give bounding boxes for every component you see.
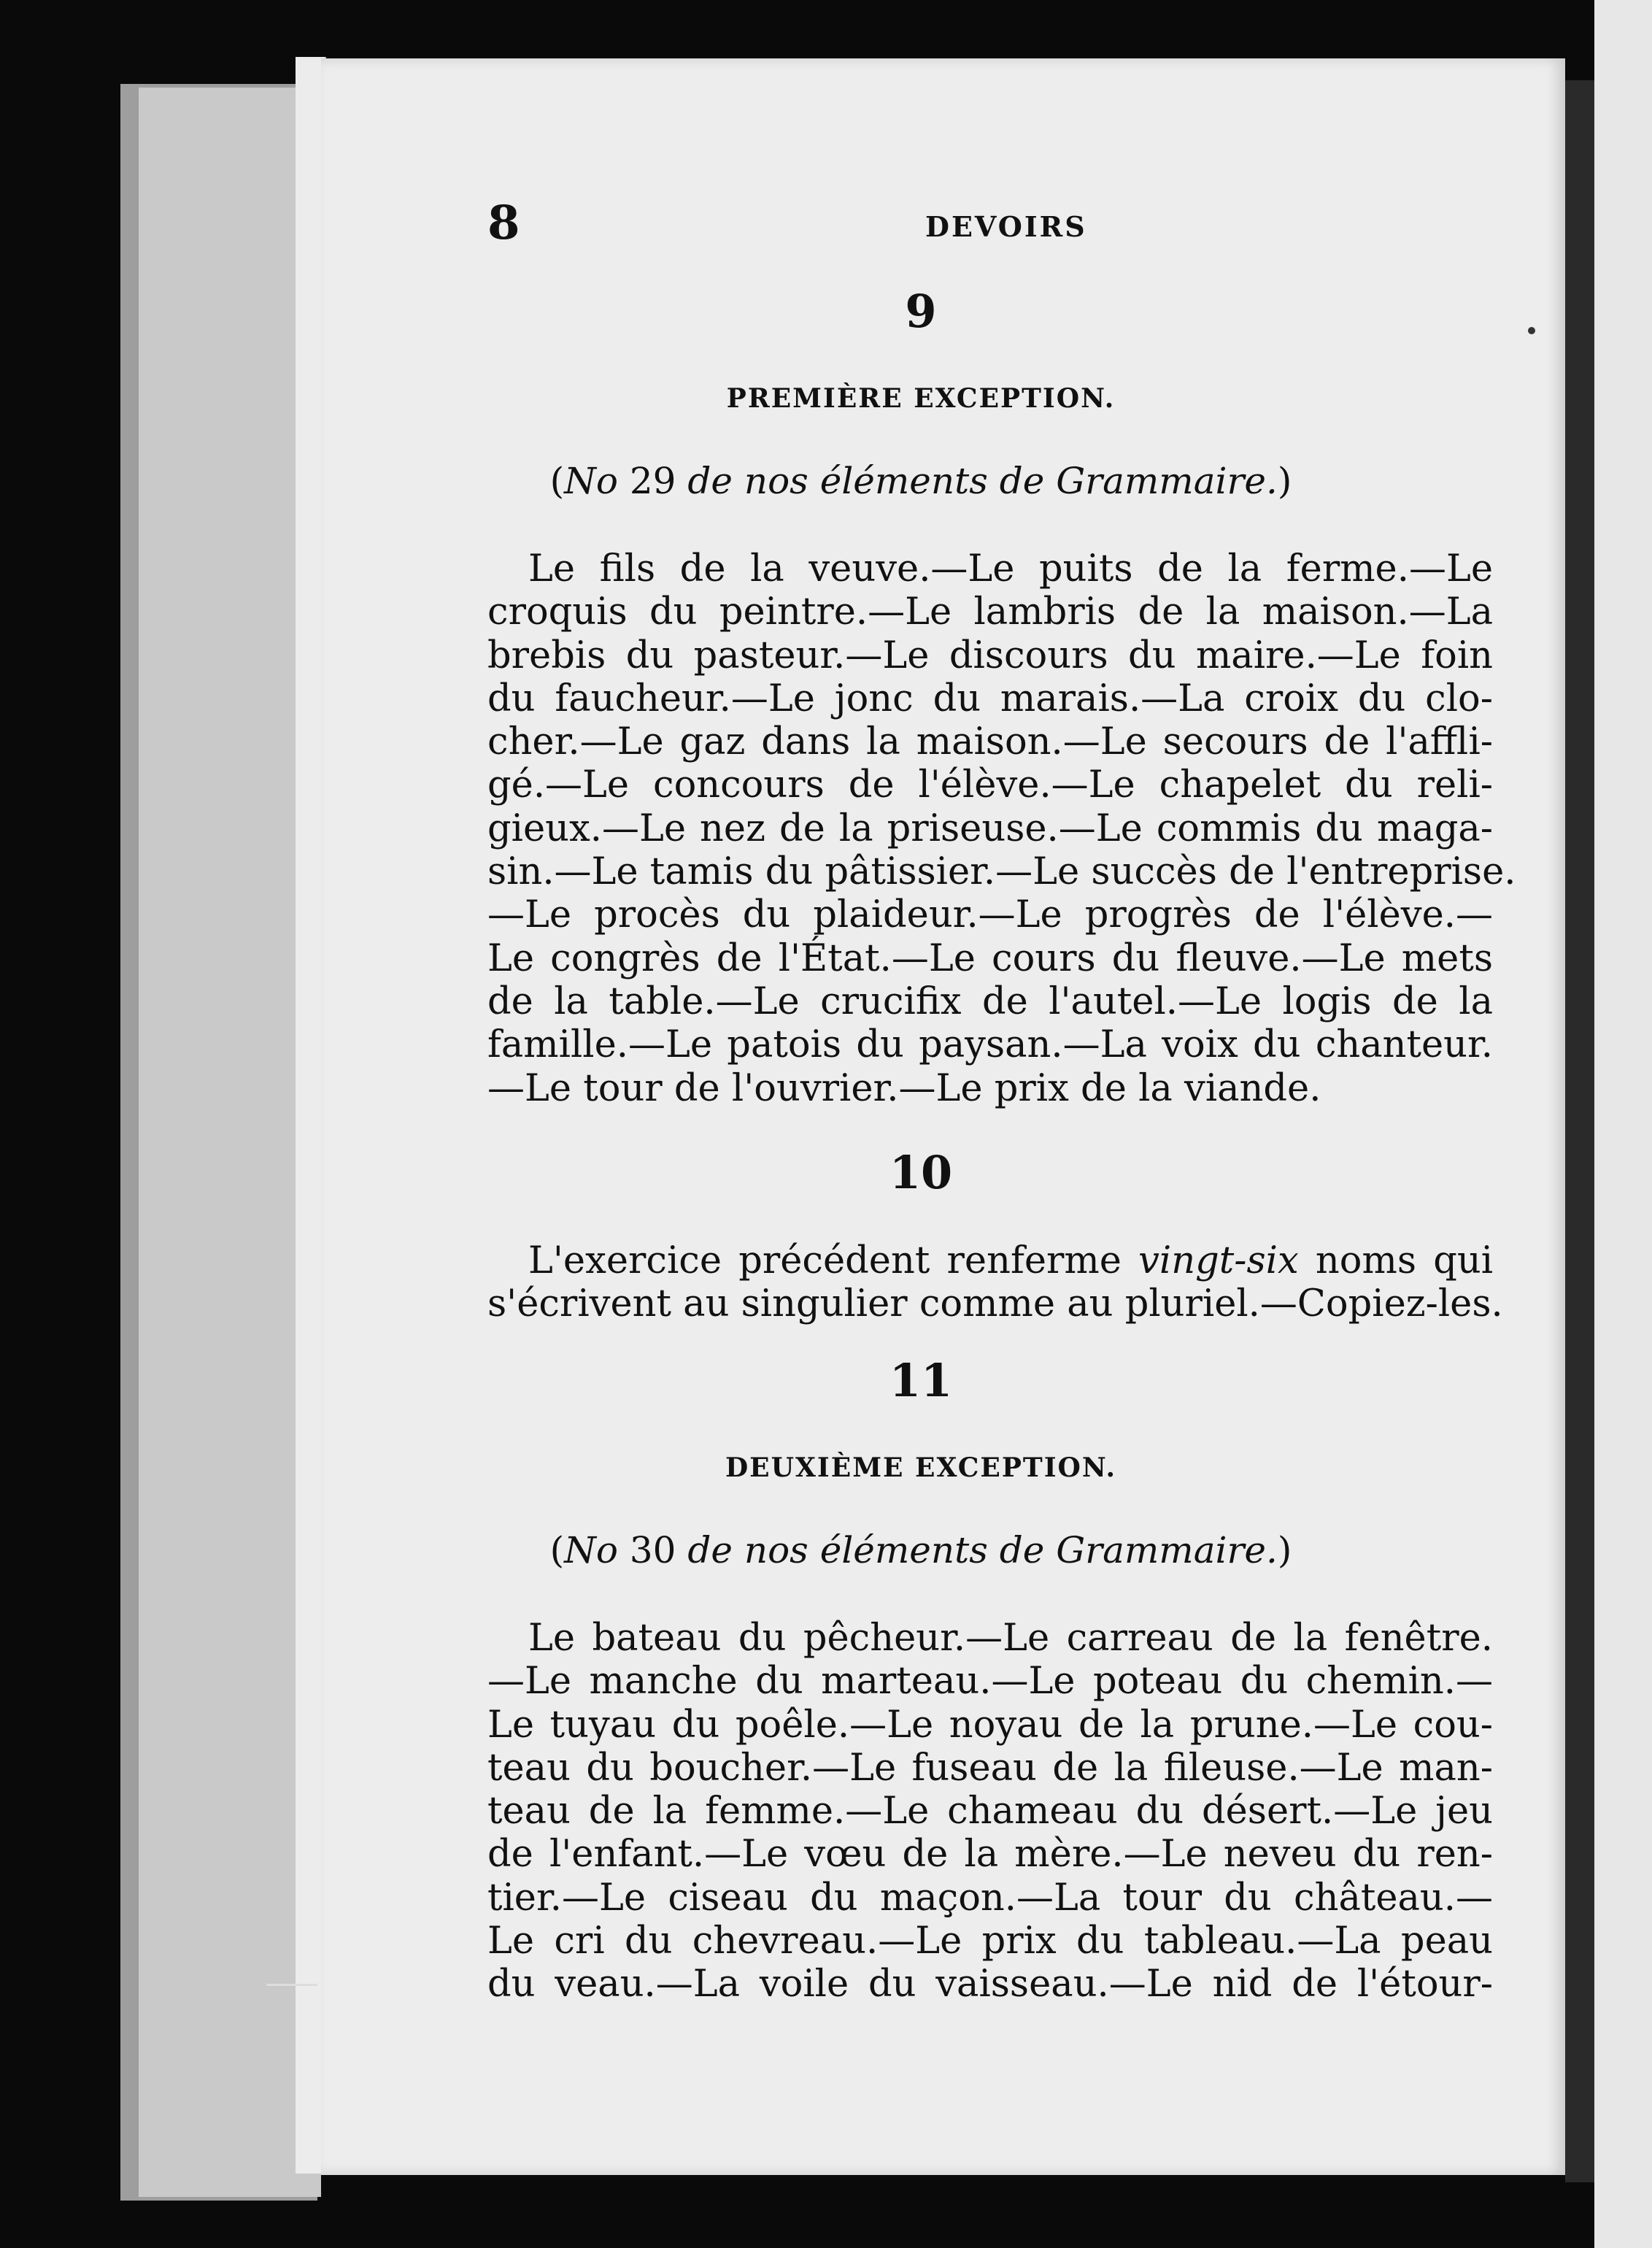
section-number-11: 11 [889, 1354, 953, 1407]
text-line: gieux.—Le nez de la priseuse.—Le commis du maga- [487, 807, 1493, 850]
text-line: s'écrivent au singulier comme au pluriel.—Copiez-les. [487, 1282, 1503, 1326]
text-line: brebis du pasteur.—Le discours du maire.—Le foin [487, 634, 1493, 677]
text-line: Le cri du chevreau.—Le prix du tableau.—La peau [487, 1920, 1493, 1963]
text-line: de l'enfant.—Le vœu de la mère.—Le neveu du ren- [487, 1833, 1493, 1876]
text-line: famille.—Le patois du paysan.—La voix du chanteur. [487, 1023, 1493, 1067]
text-line: cher.—Le gaz dans la maison.—Le secours de l'affli- [487, 720, 1493, 764]
text-line: —Le tour de l'ouvrier.—Le prix de la viande. [487, 1066, 1321, 1110]
text-line: du faucheur.—Le jonc du marais.—La croix du clo- [487, 677, 1493, 720]
section-reference-9: (No 29 de nos éléments de Grammaire.) [549, 460, 1292, 502]
text-line: teau de la femme.—Le chameau du désert.—Le jeu [487, 1790, 1493, 1833]
exercise-9-text [487, 547, 1516, 1110]
text-line: L'exercice précédent renferme vingt-six noms qui [528, 1239, 1494, 1282]
running-title: DEVOIRS [925, 210, 1087, 243]
text-line: gé.—Le concours de l'élève.—Le chapelet du reli- [487, 763, 1493, 807]
section-number-10: 10 [889, 1146, 953, 1199]
text-line: de la table.—Le crucifix de l'autel.—Le logis de la [487, 979, 1493, 1023]
text-line: —Le manche du marteau.—Le poteau du chemin.— [487, 1660, 1493, 1704]
text-line: croquis du peintre.—Le lambris de la maison.—La [487, 590, 1493, 634]
text-line: Le fils de la veuve.—Le puits de la ferme.—Le [528, 547, 1493, 590]
text-line: tier.—Le ciseau du maçon.—La tour du château.— [487, 1876, 1493, 1920]
text-line: teau du boucher.—Le fuseau de la fileuse.—Le man- [487, 1746, 1493, 1790]
section-label-9: PREMIÈRE EXCEPTION. [726, 383, 1116, 414]
text-line: Le tuyau du poêle.—Le noyau de la prune.—Le cou- [487, 1703, 1493, 1747]
margin-mark [266, 1984, 317, 1986]
text-line: sin.—Le tamis du pâtissier.—Le succès de l'entreprise. [487, 850, 1516, 894]
section-label-11: DEUXIÈME EXCEPTION. [725, 1452, 1117, 1483]
text-line: Le bateau du pêcheur.—Le carreau de la fenêtre. [528, 1617, 1493, 1660]
exercise-11-text [487, 1617, 1493, 2006]
text-line: du veau.—La voile du vaisseau.—Le nid de l'étour- [487, 1963, 1493, 2006]
page-number: 8 [487, 196, 520, 250]
section-reference-11: (No 30 de nos éléments de Grammaire.) [549, 1529, 1292, 1571]
text-line: —Le procès du plaideur.—Le progrès de l'élève.— [487, 893, 1493, 937]
section-number-9: 9 [905, 285, 937, 338]
exercise-10-text [487, 1239, 1503, 1326]
text-line: Le congrès de l'État.—Le cours du fleuve.—Le mets [487, 936, 1493, 980]
